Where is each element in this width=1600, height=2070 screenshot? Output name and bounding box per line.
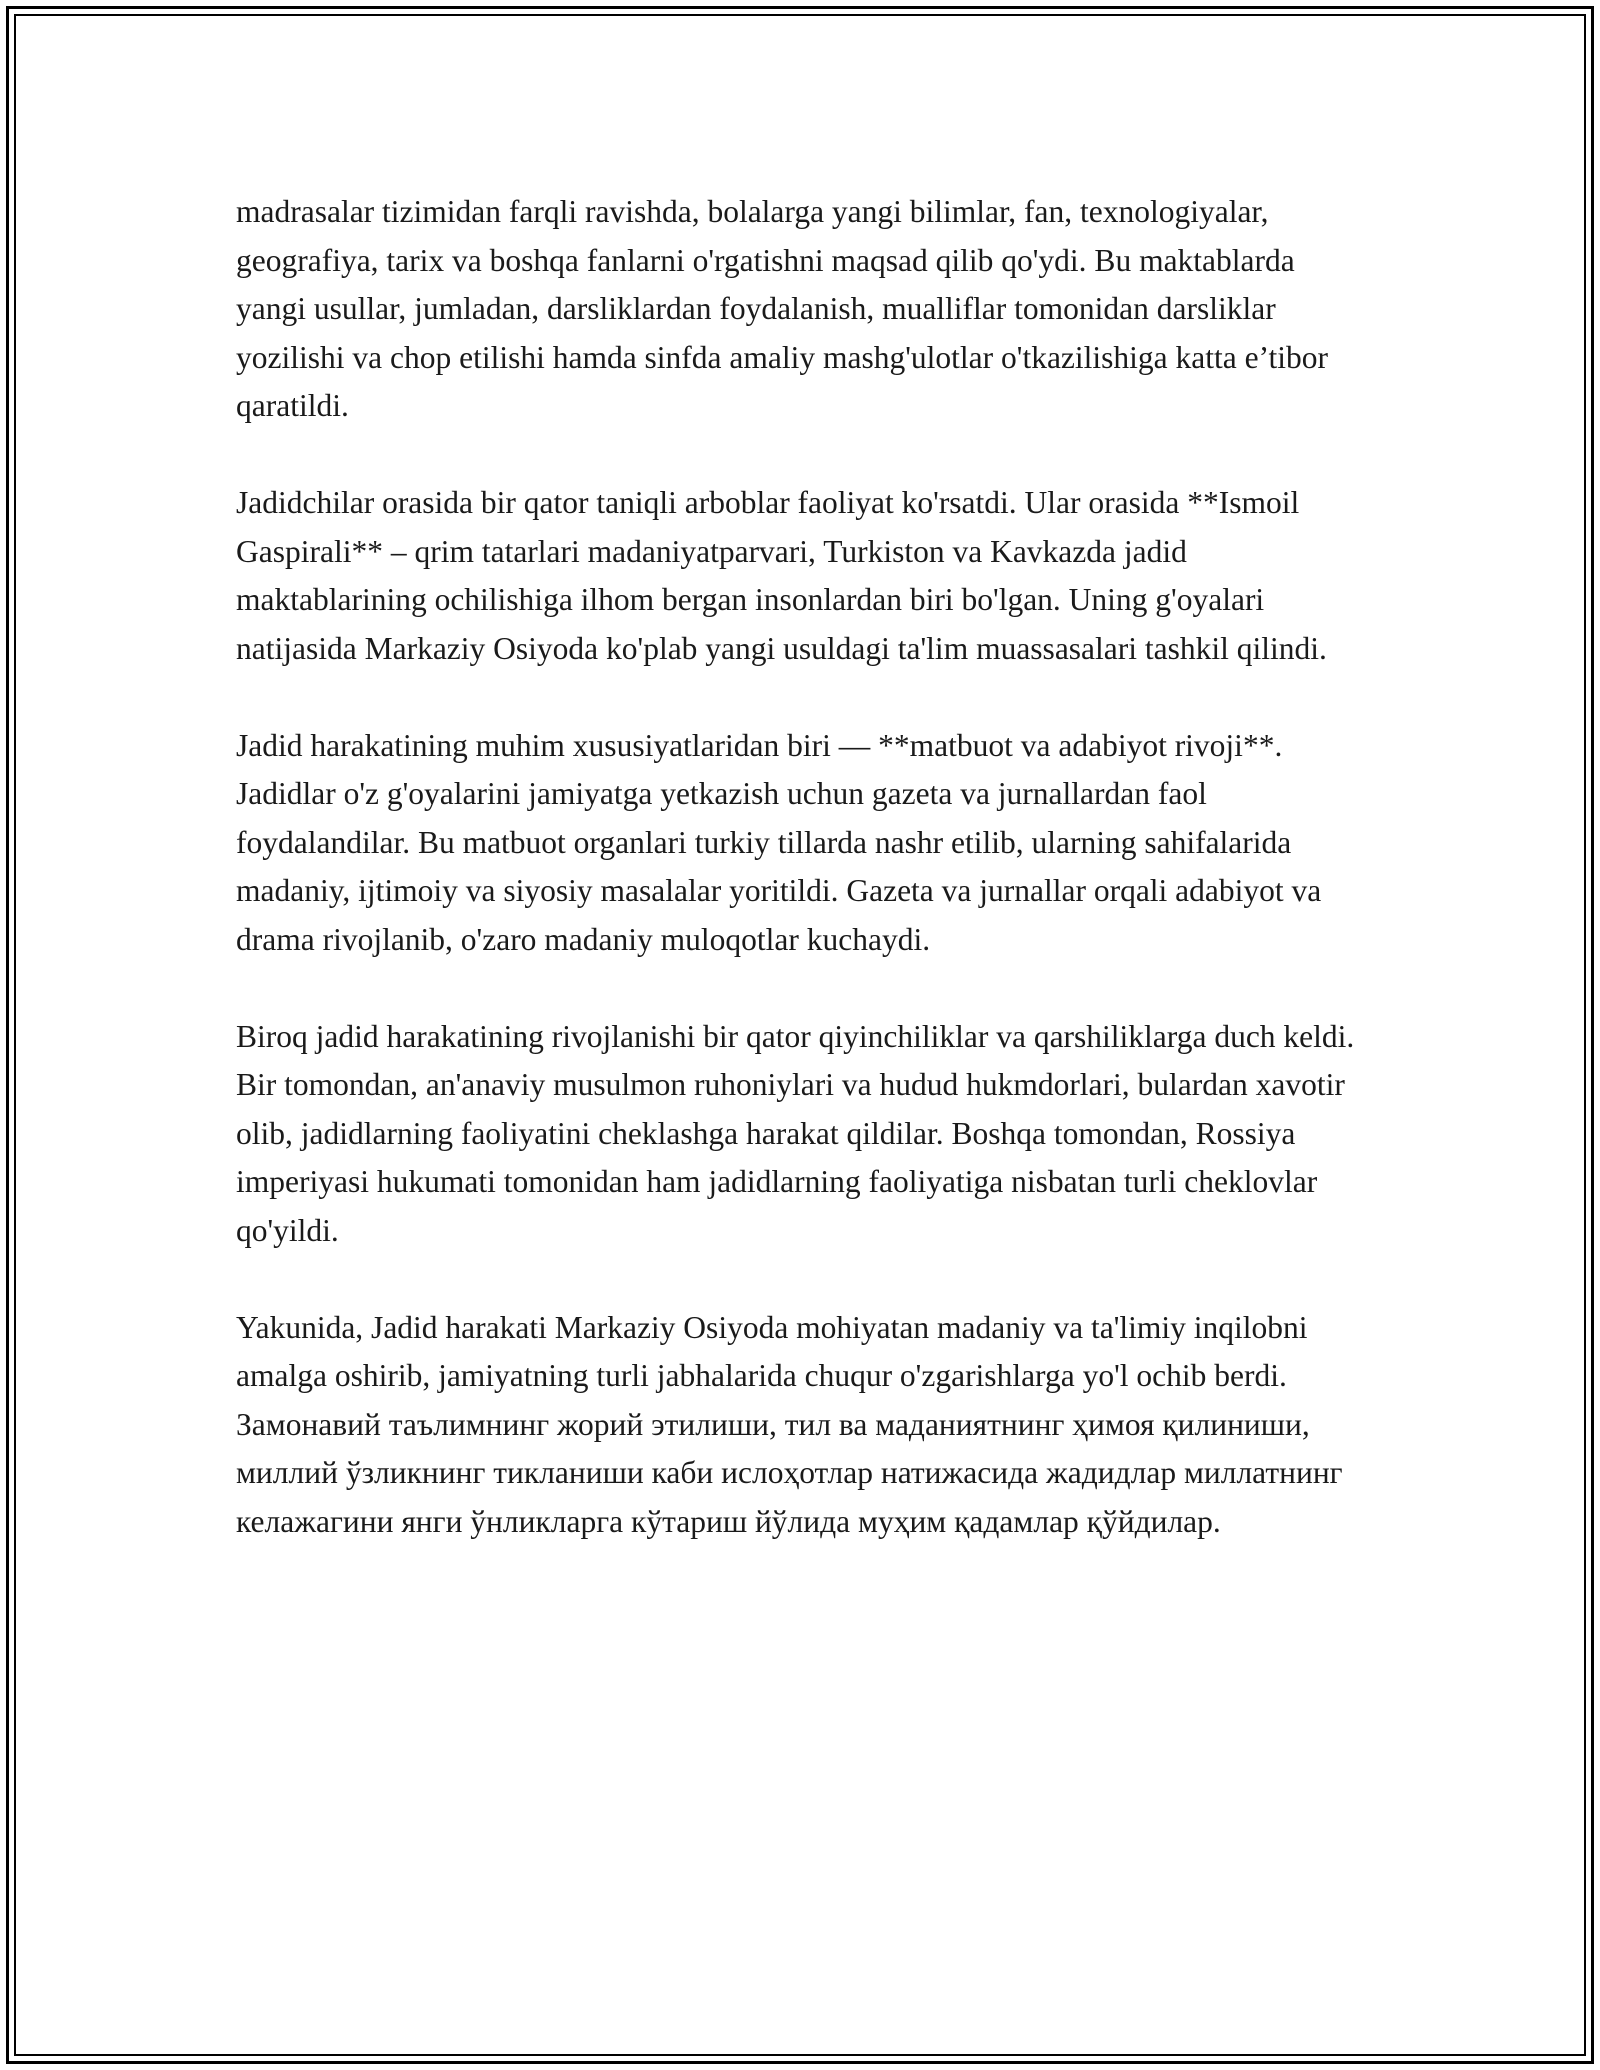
paragraph-5: Yakunida, Jadid harakati Markaziy Osiyoda mohiyatan madaniy va ta'limiy inqilobni amalga oshirib, jamiyatning turli jabhalarida chuqur o'zgarishlarga yo'l ochib berdi. Замонавий таълимнинг жорий этилиши, тил ва маданиятнинг ҳимоя қилиниши, миллий ўзликнинг тикланиши каби ислоҳотлар натижасида жадидлар миллатнинг келажагини янги ўнликларга кўтариш йўлида муҳим қадамлар қўйдилар. [236, 1309, 1343, 1539]
paragraph-3: Jadid harakatining muhim xususiyatlaridan biri — **matbuot va adabiyot rivoji**. Jadidlar o'z g'oyalarini jamiyatga yetkazish uchun gazeta va jurnallardan faol foydalandilar. Bu matbuot organlari turkiy tillarda nashr etilib, ularning sahifalarida madaniy, ijtimoiy va siyosiy masalalar yoritildi. Gazeta va jurnallar orqali adabiyot va drama rivojlanib, o'zaro madaniy muloqotlar kuchaydi. [236, 727, 1322, 957]
paragraph-2: Jadidchilar orasida bir qator taniqli arboblar faoliyat ko'rsatdi. Ular orasida **Ismoil Gaspirali** – qrim tatarlari madaniyatparvari, Turkiston va Kavkazda jadid maktablarining ochilishiga ilhom bergan insonlardan biri bo'lgan. Uning g'oyalari natijasida Markaziy Osiyoda ko'plab yangi usuldagi ta'lim muassasalari tashkil qilindi. [236, 485, 1327, 666]
paragraph-1: madrasalar tizimidan farqli ravishda, bolalarga yangi bilimlar, fan, texnologiyalar, geografiya, tarix va boshqa fanlarni o'rgatishni maqsad qilib qo'ydi. Bu maktablarda yangi usullar, jumladan, darsliklardan foydalanish, mualliflar tomonidan darsliklar yozilishi va chop etilishi hamda sinfda amaliy mashg'ulotlar o'tkazilishiga katta e’tibor qaratildi. [236, 194, 1329, 423]
document-body [236, 188, 1366, 1595]
paragraph-4: Biroq jadid harakatining rivojlanishi bir qator qiyinchiliklar va qarshiliklarga duch keldi. Bir tomondan, an'anaviy musulmon ruhoniylari va hudud hukmdorlari, bulardan xavotir olib, jadidlarning faoliyatini cheklashga harakat qildilar. Boshqa tomondan, Rossiya imperiyasi hukumati tomonidan ham jadidlarning faoliyatiga nisbatan turli cheklovlar qo'yildi. [236, 1018, 1355, 1248]
